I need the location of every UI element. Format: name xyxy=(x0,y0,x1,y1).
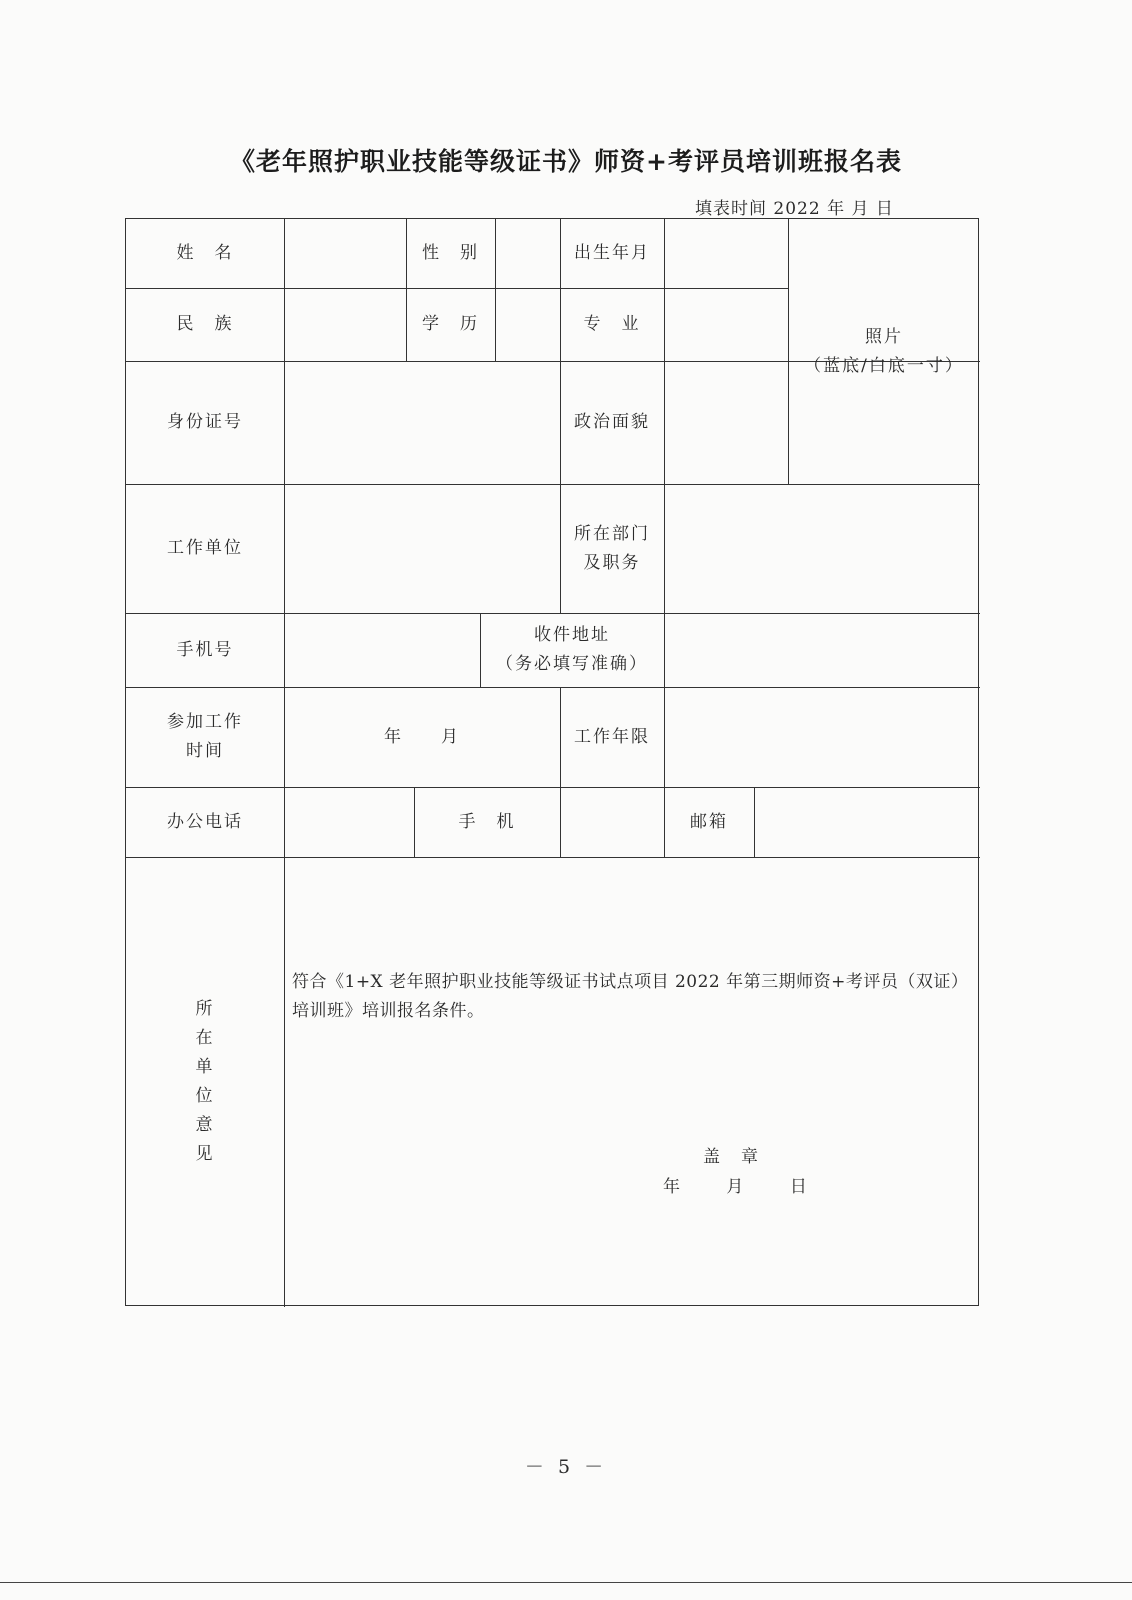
page-number: － 5 － xyxy=(524,1456,608,1478)
major-field[interactable] xyxy=(664,288,788,361)
department-field[interactable] xyxy=(664,484,980,613)
opinion-char: 见 xyxy=(195,1144,215,1164)
name-label: 姓 名 xyxy=(176,243,234,263)
birth-label: 出生年月 xyxy=(574,243,650,263)
gender-field[interactable] xyxy=(495,219,560,288)
birth-field[interactable] xyxy=(664,219,788,288)
form-title: 《老年照护职业技能等级证书》师资+考评员培训班报名表 xyxy=(230,147,902,176)
political-status-field[interactable] xyxy=(664,361,788,484)
work-years-label: 工作年限 xyxy=(574,726,650,747)
mobile-field[interactable] xyxy=(560,787,664,857)
opinion-char: 单 xyxy=(195,1057,215,1077)
address-label xyxy=(480,613,664,687)
address-label-line1: 收件地址 xyxy=(534,625,610,645)
bottom-rule xyxy=(0,1582,1132,1583)
address-field[interactable] xyxy=(664,613,980,687)
name-field[interactable] xyxy=(284,219,406,288)
political-status-label: 政治面貌 xyxy=(574,412,650,432)
mobile-number-label: 手机号 xyxy=(176,639,234,660)
opinion-char: 意 xyxy=(195,1115,215,1135)
major-label: 专 业 xyxy=(583,314,641,334)
email-label: 邮箱 xyxy=(690,811,728,832)
photo-spec: （蓝底/白底一寸） xyxy=(804,355,964,376)
education-label: 学 历 xyxy=(422,314,479,334)
registration-form xyxy=(125,218,979,1306)
photo-label: 照片 xyxy=(865,326,903,347)
fill-date: 填表时间 2022 年 月 日 xyxy=(695,199,894,219)
employer-label: 工作单位 xyxy=(167,538,243,558)
department-label-line1: 所在部门 xyxy=(574,523,650,544)
department-label-line2: 及职务 xyxy=(583,552,641,573)
id-number-label: 身份证号 xyxy=(167,412,243,432)
work-start-label xyxy=(126,687,284,787)
mobile-label: 手 机 xyxy=(458,811,516,832)
ethnicity-field[interactable] xyxy=(284,288,406,361)
photo-area[interactable] xyxy=(788,219,980,484)
opinion-char: 位 xyxy=(195,1086,215,1106)
gender-label: 性 别 xyxy=(422,243,479,263)
office-phone-label: 办公电话 xyxy=(167,811,243,832)
address-label-line2: （务必填写准确） xyxy=(496,654,648,674)
opinion-statement: 符合《1+X 老年照护职业技能等级证书试点项目 2022 年第三期师资+考评员（双证）培训班》培训报名条件。 xyxy=(292,972,969,1021)
ethnicity-label: 民 族 xyxy=(176,314,234,334)
email-field[interactable] xyxy=(754,787,980,857)
work-years-field[interactable] xyxy=(664,687,980,787)
signature-date: 年 月 日 xyxy=(663,1177,809,1197)
work-start-label-line2: 时间 xyxy=(186,741,224,761)
department-label xyxy=(560,484,664,613)
mobile-number-field[interactable] xyxy=(284,613,480,687)
seal-label: 盖 章 xyxy=(703,1147,760,1167)
employer-field[interactable] xyxy=(284,484,560,613)
id-number-field[interactable] xyxy=(284,361,560,484)
employer-opinion-label xyxy=(126,857,284,1307)
work-start-field[interactable]: 年 月 xyxy=(384,726,460,747)
office-phone-field[interactable] xyxy=(284,787,414,857)
education-field[interactable] xyxy=(495,288,560,361)
opinion-char: 在 xyxy=(195,1028,215,1048)
employer-opinion-field[interactable] xyxy=(284,857,980,1307)
opinion-char: 所 xyxy=(195,999,215,1019)
work-start-label-line1: 参加工作 xyxy=(167,712,243,732)
